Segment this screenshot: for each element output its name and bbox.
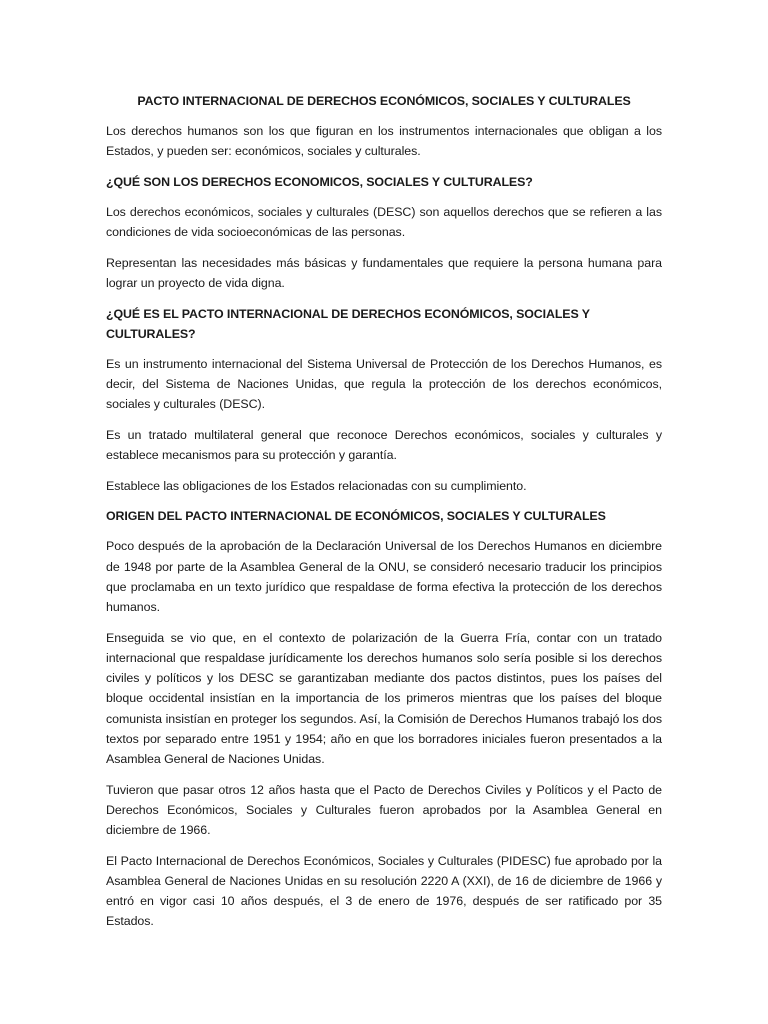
section-3-paragraph-4: El Pacto Internacional de Derechos Económicos, Sociales y Culturales (PIDESC) fue aprobado por la Asamblea General de Naciones Unidas en su resolución 2220 A (XXI), de 16 de diciembre de 1966 y entró en vigor casi 10 años después, el 3 de enero de 1976, después de ser ratificado por 35 Estados. [106, 853, 662, 929]
section-heading-origen: ORIGEN DEL PACTO INTERNACIONAL DE ECONÓMICOS, SOCIALES Y CULTURALES [106, 509, 606, 524]
intro-paragraph: Los derechos humanos son los que figuran en los instrumentos internacionales que obligan a los Estados, y pueden ser: económicos, sociales y culturales. [106, 124, 662, 159]
section-2-paragraph-3: Establece las obligaciones de los Estados relacionadas con su cumplimiento. [106, 478, 527, 493]
section-heading-que-son-desc: ¿QUÉ SON LOS DERECHOS ECONOMICOS, SOCIALES Y CULTURALES? [106, 174, 533, 189]
document-title: PACTO INTERNACIONAL DE DERECHOS ECONÓMICOS, SOCIALES Y CULTURALES [137, 94, 631, 108]
section-1-paragraph-1: Los derechos económicos, sociales y culturales (DESC) son aquellos derechos que se refieren a las condiciones de vida socioeconómicas de las personas. [106, 204, 662, 240]
section-3-paragraph-1: Poco después de la aprobación de la Declaración Universal de los Derechos Humanos en diciembre de 1948 por parte de la Asamblea General de la ONU, se consideró necesario traducir los principios que proclamaba en un texto jurídico que respaldase de forma efectiva la protección de los derechos humanos. [106, 539, 662, 615]
section-1-paragraph-2: Representan las necesidades más básicas y fundamentales que requiere la persona humana para lograr un proyecto de vida digna. [106, 255, 662, 291]
section-3-paragraph-2: Enseguida se vio que, en el contexto de polarización de la Guerra Fría, contar con un tratado internacional que respaldase jurídicamente los derechos humanos solo sería posible si los derechos civiles y políticos y los DESC se garantizaban mediante dos pactos distintos, pues los países del bloque occidental insistían en la importancia de los primeros mientras que los países del bloque comunista insistían en proteger los segundos. Así, la Comisión de Derechos Humanos trabajó los dos textos por separado entre 1951 y 1954; año en que los borradores iniciales fueron presentados a la Asamblea General de Naciones Unidas. [106, 630, 662, 766]
section-heading-que-es-pacto: ¿QUÉ ES EL PACTO INTERNACIONAL DE DERECHOS ECONÓMICOS, SOCIALES Y CULTURALES? [106, 306, 590, 341]
document-content [106, 91, 662, 942]
section-2-paragraph-2: Es un tratado multilateral general que reconoce Derechos económicos, sociales y culturales y establece mecanismos para su protección y garantía. [106, 427, 662, 463]
section-3-paragraph-3: Tuvieron que pasar otros 12 años hasta que el Pacto de Derechos Civiles y Políticos y el Pacto de Derechos Económicos, Sociales y Culturales fueron aprobados por la Asamblea General en diciembre de 1966. [106, 782, 662, 838]
section-2-paragraph-1: Es un instrumento internacional del Sistema Universal de Protección de los Derechos Humanos, es decir, del Sistema de Naciones Unidas, que regula la protección de los derechos económicos, sociales y culturales (DESC). [106, 356, 662, 412]
